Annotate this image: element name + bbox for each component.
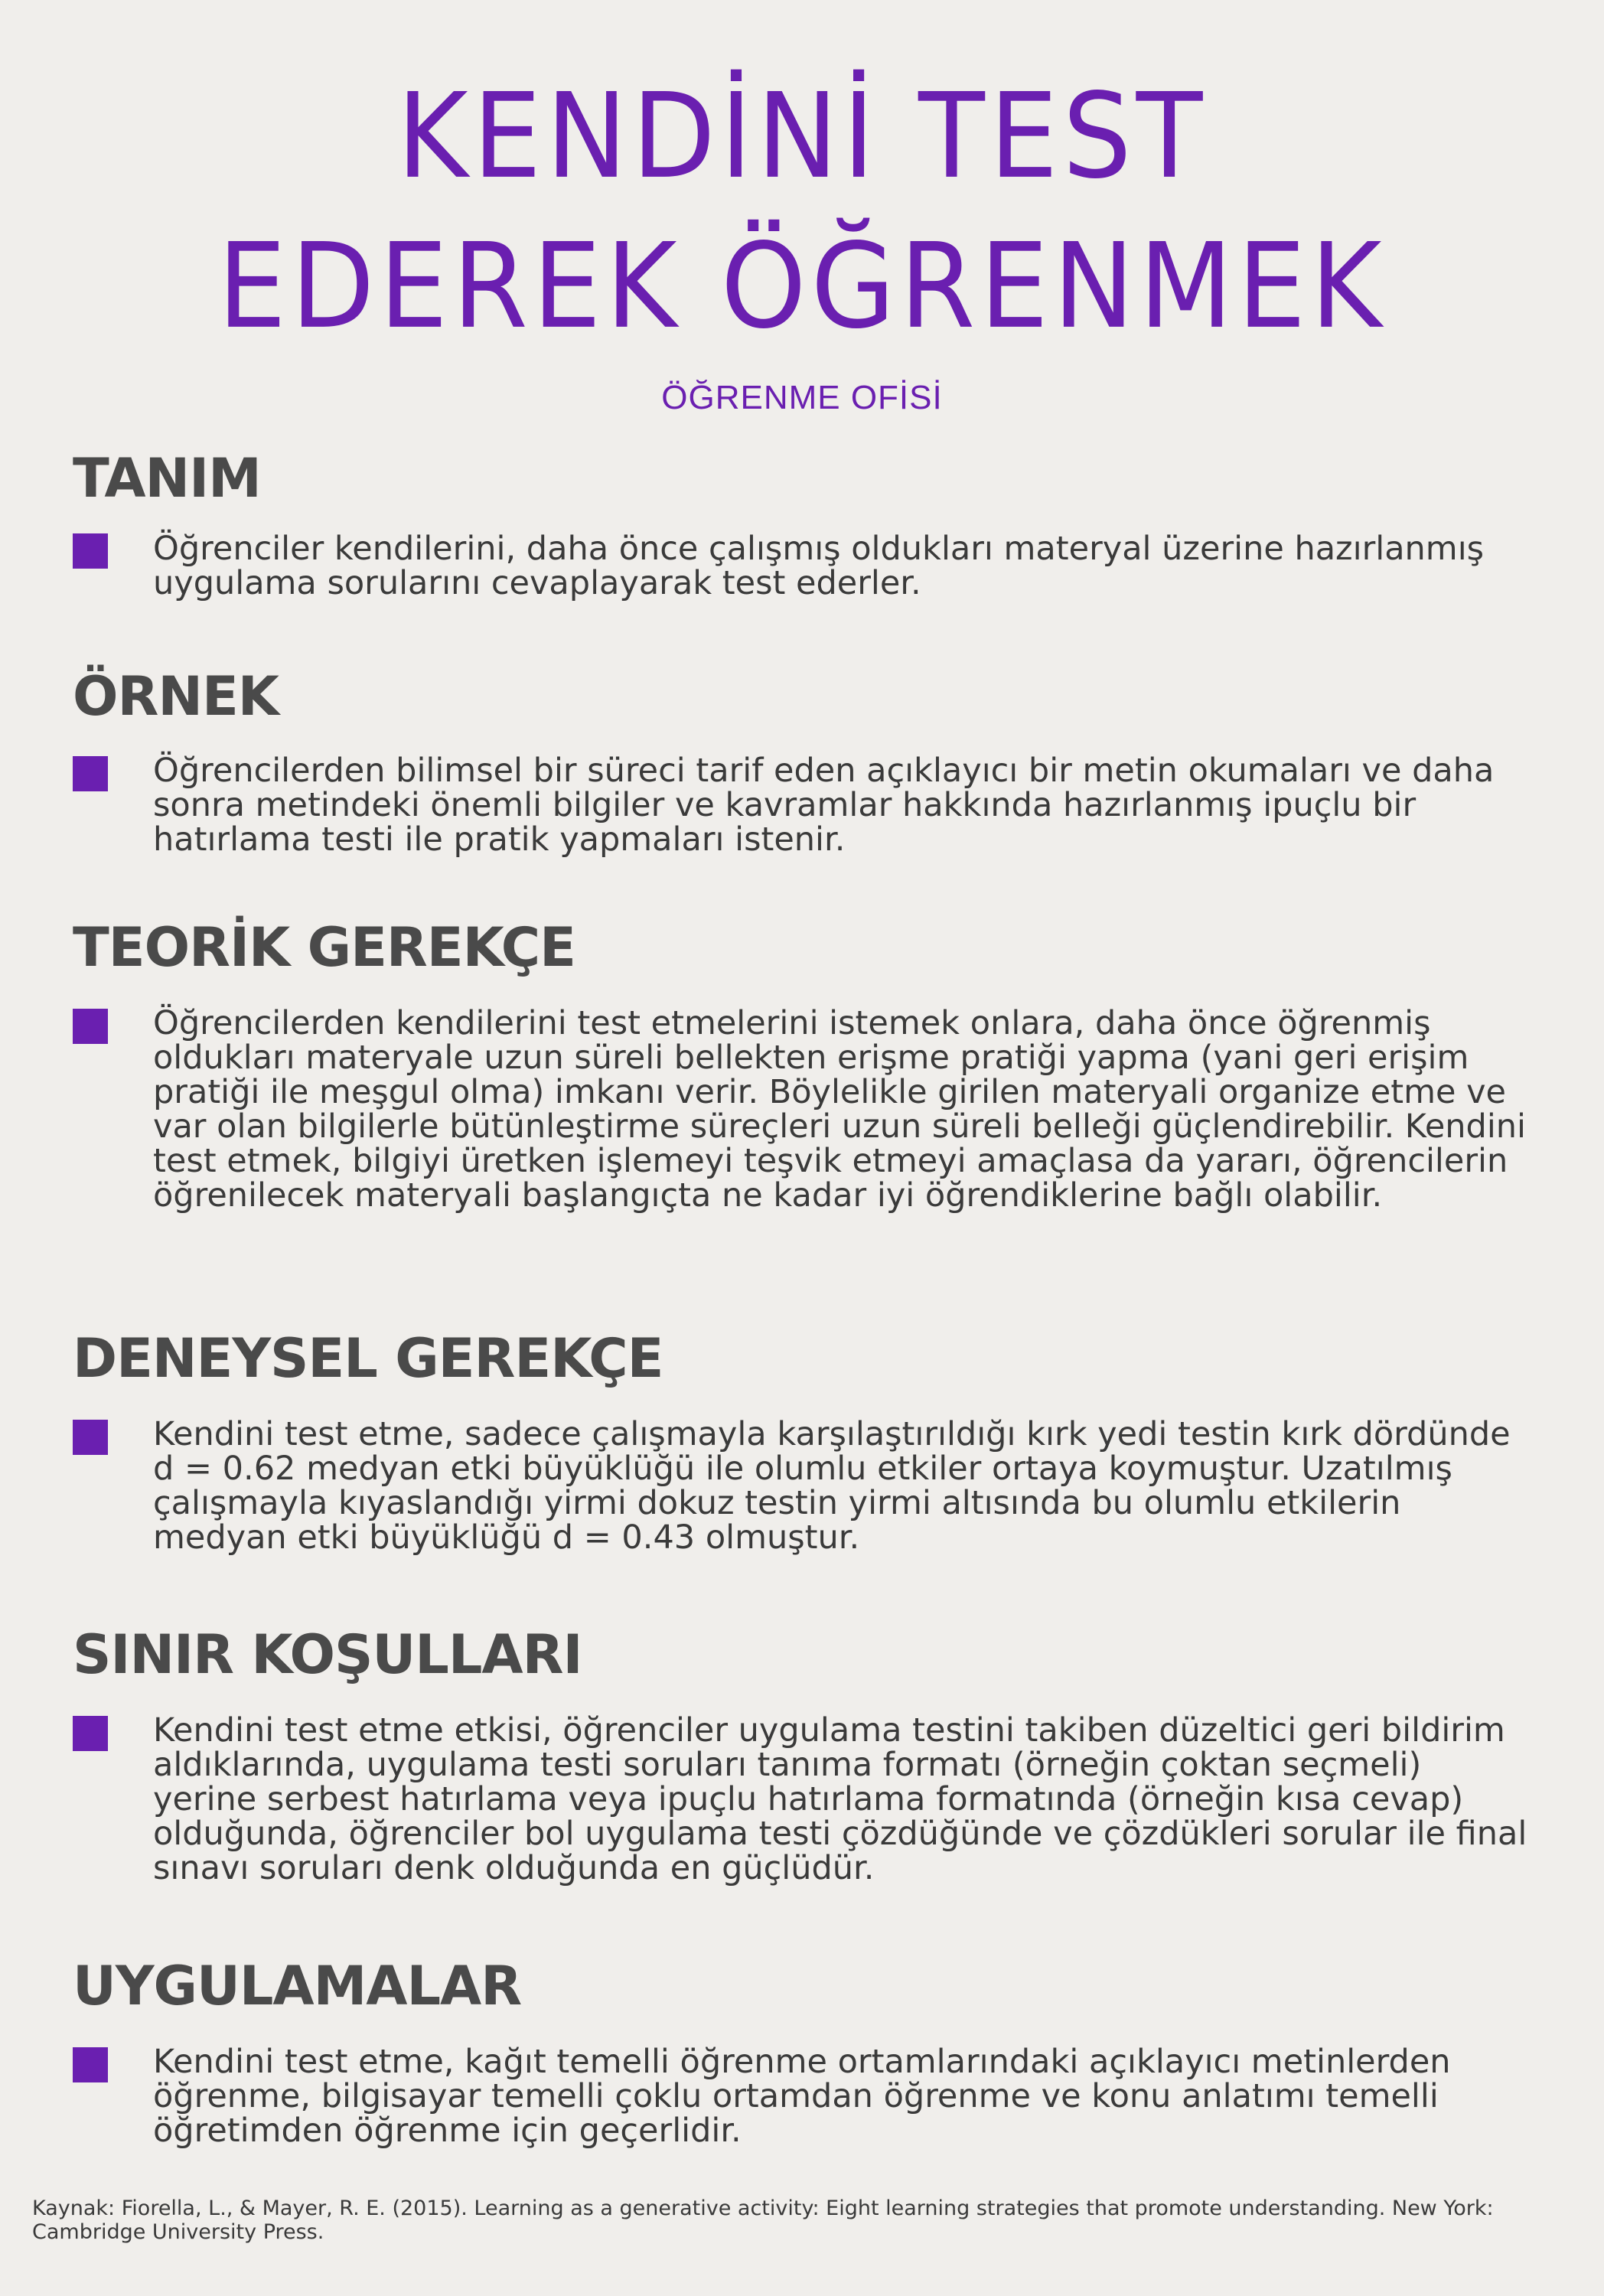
subtitle: ÖĞRENME OFİSİ [661, 379, 943, 416]
bullet-square-icon [73, 1009, 108, 1044]
section-heading-ornek: ÖRNEK [73, 665, 279, 728]
bullet-square-icon [73, 533, 108, 569]
section-heading-uygulamalar: UYGULAMALAR [73, 1955, 522, 2017]
title-line-1: KENDİNİ TEST [396, 68, 1208, 205]
bullet-square-icon [73, 1420, 108, 1455]
section-heading-sinir-kosullari: SINIR KOŞULLARI [73, 1623, 582, 1686]
section-heading-tanim: TANIM [73, 447, 261, 510]
bullet-square-icon [73, 2047, 108, 2082]
section-text-teorik-gerekce: Öğrencilerden kendilerini test etmelerini istemek onlara, daha önce öğrenmiş oldukları materyale uzun süreli bellekten erişme pratiği yapma (yani geri erişim pratiği ile meşgul olma) imkanı verir. Böylelikle girilen materyali organize etme ve var olan bilgilerle bütünleştirme süreçleri uzun süreli belleği güçlendirebilir. Kendini test etmek, bilgiyi üretken işlemeyi teşvik etmeyi amaçlasa da yararı, öğrencilerin öğrenilecek materyali başlangıçta ne kadar iyi öğrendiklerine bağlı olabilir. [153, 1004, 1526, 1215]
section-text-ornek: Öğrencilerden bilimsel bir süreci tarif eden açıklayıcı bir metin okumaları ve daha sonra metindeki önemli bilgiler ve kavramlar hakkında hazırlanmış ipuçlu bir hatırlama testi ile pratik yapmaları istenir. [153, 752, 1495, 859]
section-text-tanim: Öğrenciler kendilerini, daha önce çalışmış oldukları materyal üzerine hazırlanmış uygulama sorularını cevaplayarak test ederler. [153, 530, 1485, 602]
source-citation: Kaynak: Fiorella, L., & Mayer, R. E. (2015). Learning as a generative activity: Eight learning strategies that promote understanding. New York: Cambridge University Press. [32, 2197, 1494, 2244]
section-text-sinir-kosullari: Kendini test etme etkisi, öğrenciler uygulama testini takiben düzeltici geri bildirim aldıklarında, uygulama testi soruları tanıma formatı (örneğin çoktan seçmeli) yerine serbest hatırlama veya ipuçlu hatırlama formatında (örneğin kısa cevap) olduğunda, öğrenciler bol uygulama testi çözdüğünde ve çözdükleri sorular ile final sınavı soruları denk olduğunda en güçlüdür. [153, 1711, 1527, 1887]
section-heading-deneysel-gerekce: DENEYSEL GEREKÇE [73, 1327, 663, 1390]
title-line-2: EDEREK ÖĞRENMEK [217, 218, 1387, 355]
section-heading-teorik-gerekce: TEORİK GEREKÇE [73, 916, 575, 979]
section-text-uygulamalar: Kendini test etme, kağıt temelli öğrenme ortamlarındaki açıklayıcı metinlerden öğrenme, bilgisayar temelli çoklu ortamdan öğrenme ve konu anlatımı temelli öğretimden öğrenme için geçerlidir. [153, 2043, 1451, 2150]
bullet-square-icon [73, 756, 108, 791]
bullet-square-icon [73, 1716, 108, 1751]
section-text-deneysel-gerekce: Kendini test etme, sadece çalışmayla karşılaştırıldığı kırk yedi testin kırk dördünde d = 0.62 medyan etki büyüklüğü ile olumlu etkiler ortaya koymuştur. Uzatılmış çalışmayla kıyaslandığı yirmi dokuz testin yirmi altısında bu olumlu etkilerin medyan etki büyüklüğü d = 0.43 olmuştur. [153, 1415, 1511, 1557]
